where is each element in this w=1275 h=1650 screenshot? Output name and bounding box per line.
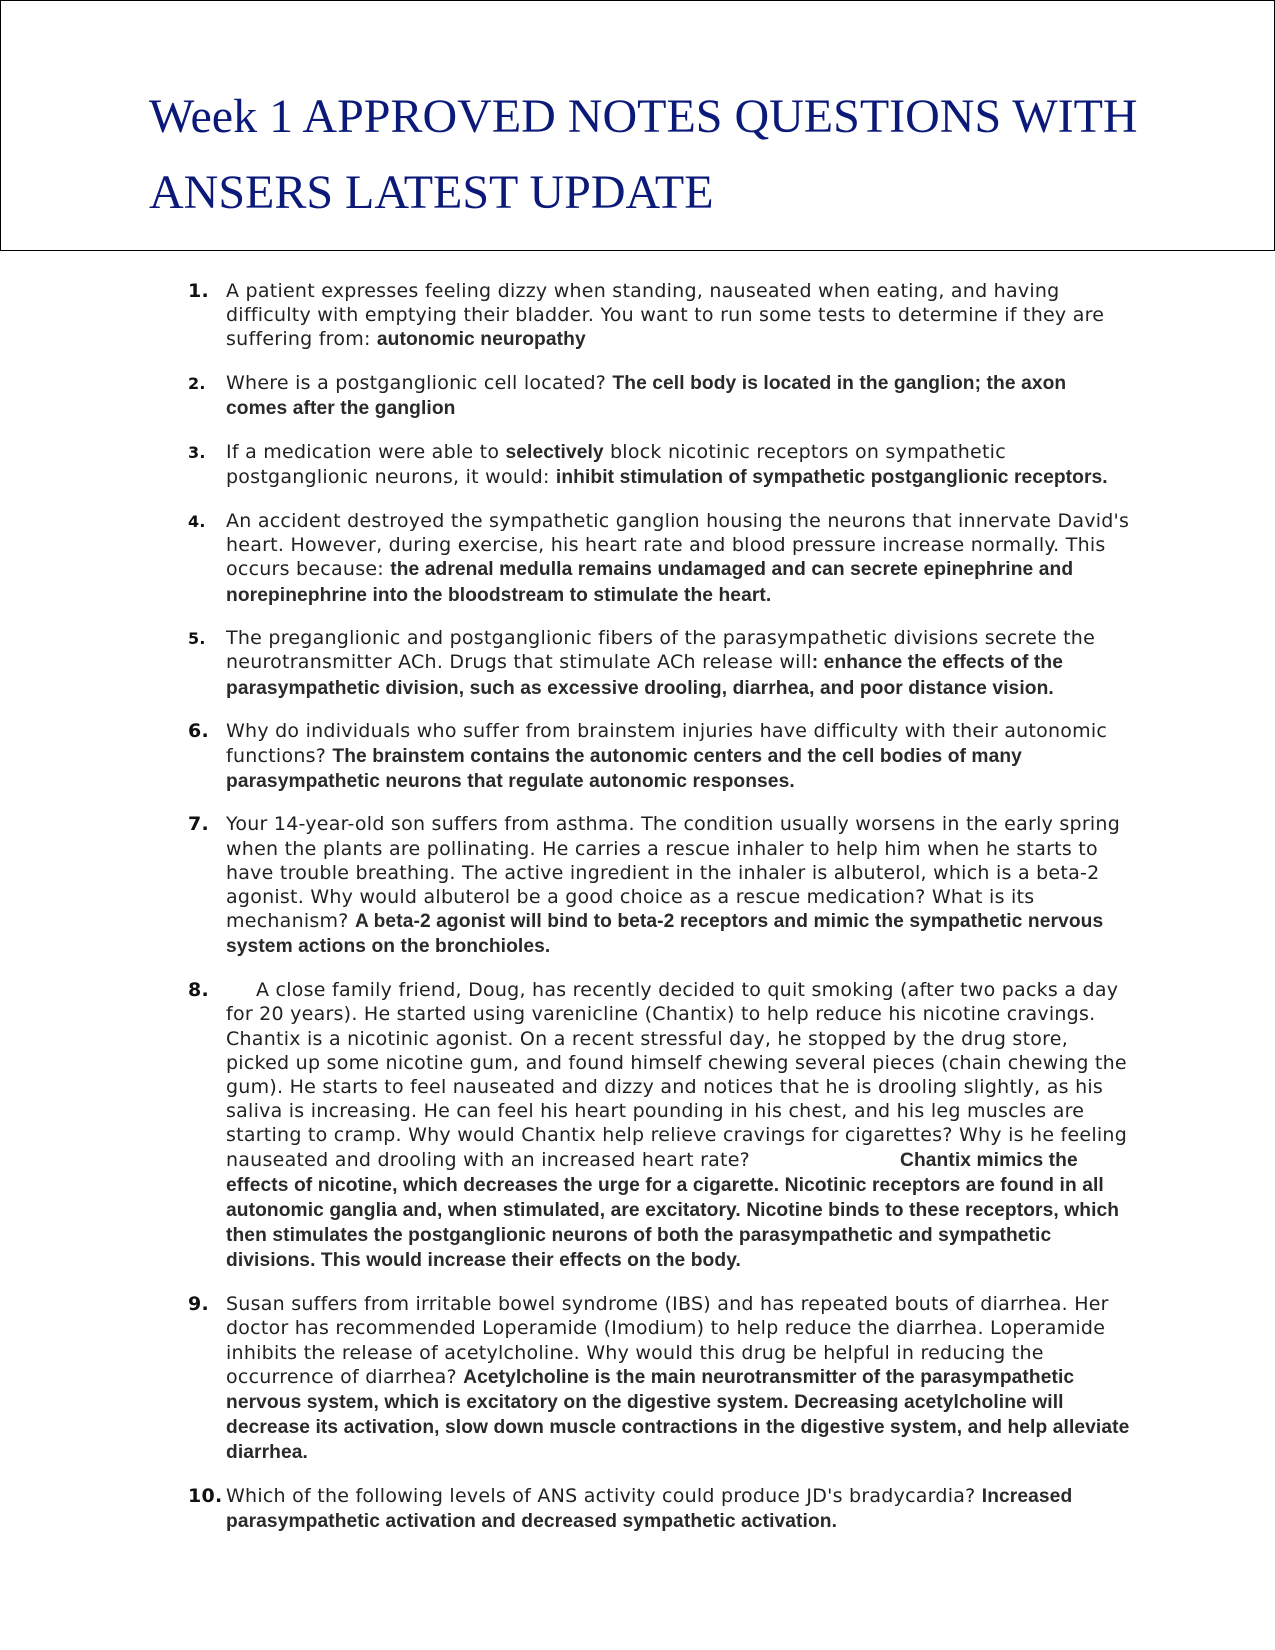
answer-text: The cell body is located in the ganglion; the axon comes after the ganglion: [226, 373, 1067, 420]
question-text: A close family friend, Doug, has recently decided to quit smoking (after two packs a day for 20 years). He started using varenicline (Chantix) to help reduce his nicotine cravings. Chantix is a nicotinic agonist. On a recent stressful day, he stopped by the drug store, picked up some nicotine gum, and found himself chewing several pieces (chain chewing the gum). He starts to feel nauseated and dizzy and notices that he is drooling slightly, as his saliva is increasing. He can feel his heart pounding in his chest, and his leg muscles are starting to cramp. Why would Chantix help relieve cravings for cigarettes? Why is he feeling nauseated and drooling with an increased heart rate?: [226, 979, 1128, 1171]
title-line-2: ANSERS LATEST UPDATE: [149, 166, 714, 219]
question-text: Why do individuals who suffer from brainstem injuries have difficulty with their autonomic functions?: [226, 720, 1108, 767]
question-number: 1.: [188, 280, 209, 302]
question-item-6: [188, 719, 1130, 794]
question-text: If a medication were able to: [226, 441, 506, 464]
question-item-9: [188, 1292, 1130, 1465]
question-number: 9.: [188, 1293, 209, 1316]
question-emphasis: selectively: [505, 442, 604, 464]
question-item-7: [188, 812, 1130, 959]
answer-text: : enhance the effects of the parasympathetic division, such as excessive drooling, diarrhea, and poor distance vision.: [226, 652, 1063, 699]
question-number: 3.: [188, 443, 206, 463]
question-text: An accident destroyed the sympathetic ganglion housing the neurons that innervate David's heart. However, during exercise, his heart rate and blood pressure increase normally. This occurs because:: [226, 509, 1130, 581]
question-number: 5.: [188, 629, 206, 649]
answer-text: Increased parasympathetic activation and decreased sympathetic activation.: [226, 1486, 1073, 1533]
answer-text: inhibit stimulation of sympathetic postganglionic receptors.: [555, 467, 1108, 489]
question-item-8: [188, 978, 1130, 1273]
question-number: 8.: [188, 979, 209, 1002]
document-title: [149, 79, 1249, 231]
question-text: Where is a postganglionic cell located?: [226, 372, 613, 395]
question-number: 10.: [188, 1485, 223, 1508]
question-text: Which of the following levels of ANS activity could produce JD's bradycardia?: [226, 1485, 982, 1508]
question-item-4: [188, 509, 1130, 608]
question-text: Susan suffers from irritable bowel syndrome (IBS) and has repeated bouts of diarrhea. Her doctor has recommended Loperamide (Imodium) to help reduce the diarrhea. Loperamide inhibits the release of acetylcholine. Why would this drug be helpful in reducing the occurrence of diarrhea?: [226, 1293, 1109, 1388]
question-item-3: [188, 440, 1130, 490]
question-item-5: [188, 626, 1130, 701]
question-number: 4.: [188, 511, 206, 531]
question-item-1: [188, 279, 1130, 353]
answer-text: autonomic neuropathy: [376, 329, 586, 351]
answer-text: Chantix mimics the effects of nicotine, which decreases the urge for a cigarette. Nicotinic receptors are found in all autonomic ganglia and, when stimulated, are excitatory. Nicotine binds to these receptors, which then stimulates the postganglionic neurons of both the parasympathetic and sympathetic divisions. This would increase their effects on the body.: [226, 1149, 1120, 1272]
question-number: 6.: [188, 720, 209, 743]
question-text: A patient expresses feeling dizzy when standing, nauseated when eating, and having difficulty with emptying their bladder. You want to run some tests to determine if they are suffering from:: [226, 280, 1105, 351]
question-text: Your 14-year-old son suffers from asthma. The condition usually worsens in the early spring when the plants are pollinating. He carries a rescue inhaler to help him when he starts to have trouble breathing. The active ingredient in the inhaler is albuterol, which is a beta-2 agonist. Why would albuterol be a good choice as a rescue medication? What is its mechanism?: [226, 813, 1121, 933]
answer-text: The brainstem contains the autonomic centers and the cell bodies of many parasympathetic neurons that regulate autonomic responses.: [226, 745, 1022, 792]
question-item-2: [188, 371, 1130, 421]
question-text-continued: block nicotinic receptors on sympathetic postganglionic neurons, it would:: [226, 441, 1006, 489]
question-number: 2.: [188, 374, 206, 394]
answer-text: the adrenal medulla remains undamaged and can secrete epinephrine and norepinephrine into the bloodstream to stimulate the heart.: [226, 559, 1074, 606]
title-box: [0, 0, 1275, 251]
answer-text: A beta-2 agonist will bind to beta-2 receptors and mimic the sympathetic nervous system actions on the bronchioles.: [226, 911, 1104, 958]
question-list: [188, 279, 1130, 1553]
question-text: The preganglionic and postganglionic fibers of the parasympathetic divisions secrete the neurotransmitter ACh. Drugs that stimulate ACh release will: [226, 627, 1096, 674]
answer-text: Acetylcholine is the main neurotransmitter of the parasympathetic nervous system, which is excitatory on the digestive system. Decreasing acetylcholine will decrease its activation, slow down muscle contractions in the digestive system, and help alleviate diarrhea.: [226, 1366, 1130, 1464]
question-number: 7.: [188, 813, 209, 836]
title-line-1: Week 1 APPROVED NOTES QUESTIONS WITH: [149, 90, 1138, 143]
question-item-10: [188, 1484, 1130, 1534]
